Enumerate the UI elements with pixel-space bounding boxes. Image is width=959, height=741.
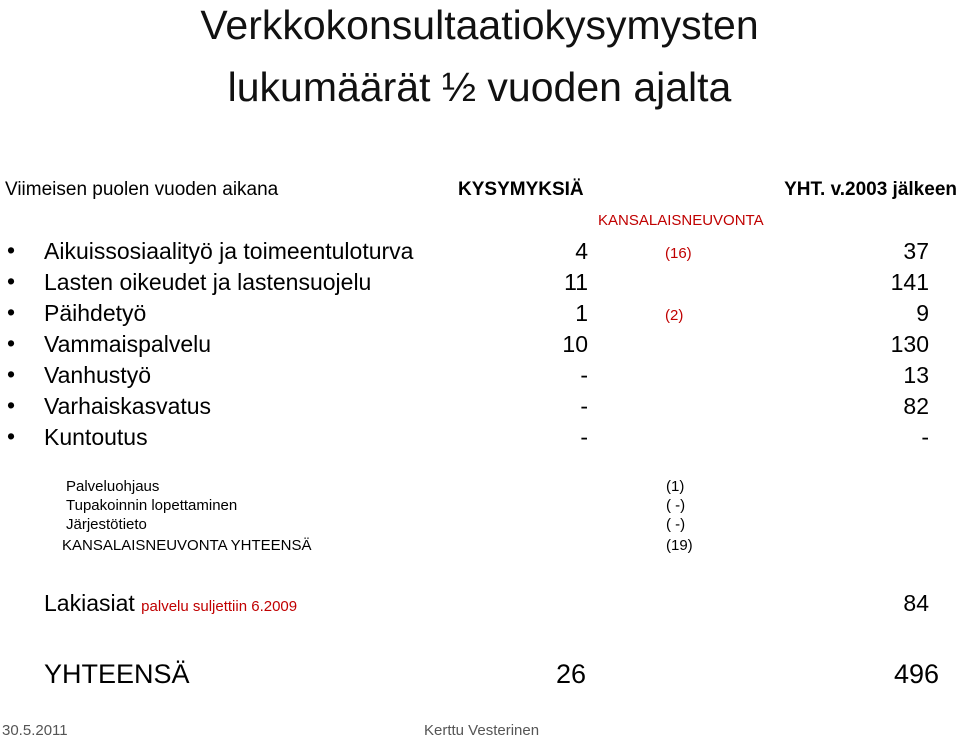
row-label: Vanhustyö xyxy=(44,362,151,388)
legal-total: 84 xyxy=(903,590,929,616)
summary-questions: 26 xyxy=(556,659,587,689)
row-total: 141 xyxy=(890,269,929,295)
extra-value: ( -) xyxy=(666,497,686,514)
bullet-icon: • xyxy=(7,423,16,449)
row-label: Varhaiskasvatus xyxy=(44,393,212,419)
row-citizen: (2) xyxy=(665,307,684,324)
row-questions: 11 xyxy=(564,269,588,295)
period-label: Viimeisen puolen vuoden aikana xyxy=(5,179,279,200)
summary-label: YHTEENSÄ xyxy=(44,659,190,689)
summary-total: 496 xyxy=(893,659,939,689)
title-line-1: Verkkokonsultaatiokysymysten xyxy=(200,2,759,48)
row-total: - xyxy=(921,424,929,450)
bullet-icon: • xyxy=(7,237,16,263)
table-row xyxy=(0,362,959,394)
row-total: 9 xyxy=(916,300,929,326)
footer-date: 30.5.2011 xyxy=(2,722,68,739)
citizen-advice-header: KANSALAISNEUVONTA xyxy=(598,212,764,229)
table-row xyxy=(0,300,959,332)
row-total: 37 xyxy=(903,238,929,264)
row-label: Vammaispalvelu xyxy=(44,331,212,357)
row-questions: - xyxy=(580,393,588,419)
extra-label: KANSALAISNEUVONTA YHTEENSÄ xyxy=(62,537,312,554)
row-total: 130 xyxy=(890,331,929,357)
row-questions: - xyxy=(580,424,588,450)
extra-value: (19) xyxy=(666,537,693,554)
table-row xyxy=(0,238,959,270)
row-questions: - xyxy=(580,362,588,388)
table-row xyxy=(0,269,959,301)
legal-label: Lakiasiat xyxy=(44,590,135,616)
footer-author: Kerttu Vesterinen xyxy=(424,722,540,739)
extra-label: Palveluohjaus xyxy=(66,478,160,495)
row-label: Kuntoutus xyxy=(44,424,148,450)
table-row xyxy=(0,331,959,363)
table-row xyxy=(0,393,959,425)
total-header: YHT. v.2003 jälkeen xyxy=(784,179,957,200)
extra-label: Tupakoinnin lopettaminen xyxy=(66,497,238,514)
row-label: Aikuissosiaalityö ja toimeentuloturva xyxy=(44,238,414,264)
questions-header: KYSYMYKSIÄ xyxy=(458,179,584,200)
row-label: Päihdetyö xyxy=(44,300,147,326)
legal-row xyxy=(44,590,297,617)
legal-note: palvelu suljettiin 6.2009 xyxy=(141,598,298,615)
row-total: 82 xyxy=(903,393,929,419)
table-row xyxy=(0,424,959,456)
extra-label: Järjestötieto xyxy=(66,516,147,533)
row-questions: 10 xyxy=(562,331,588,357)
bullet-icon: • xyxy=(7,299,16,325)
row-label: Lasten oikeudet ja lastensuojelu xyxy=(44,269,372,295)
title-line-2: lukumäärät ½ vuoden ajalta xyxy=(227,64,732,110)
bullet-icon: • xyxy=(7,392,16,418)
row-questions: 1 xyxy=(575,300,588,326)
extra-value: (1) xyxy=(666,478,685,495)
row-citizen: (16) xyxy=(665,245,692,262)
row-total: 13 xyxy=(903,362,929,388)
bullet-icon: • xyxy=(7,361,16,387)
row-questions: 4 xyxy=(575,238,588,264)
bullet-icon: • xyxy=(7,330,16,356)
bullet-icon: • xyxy=(7,268,16,294)
extra-value: ( -) xyxy=(666,516,686,533)
